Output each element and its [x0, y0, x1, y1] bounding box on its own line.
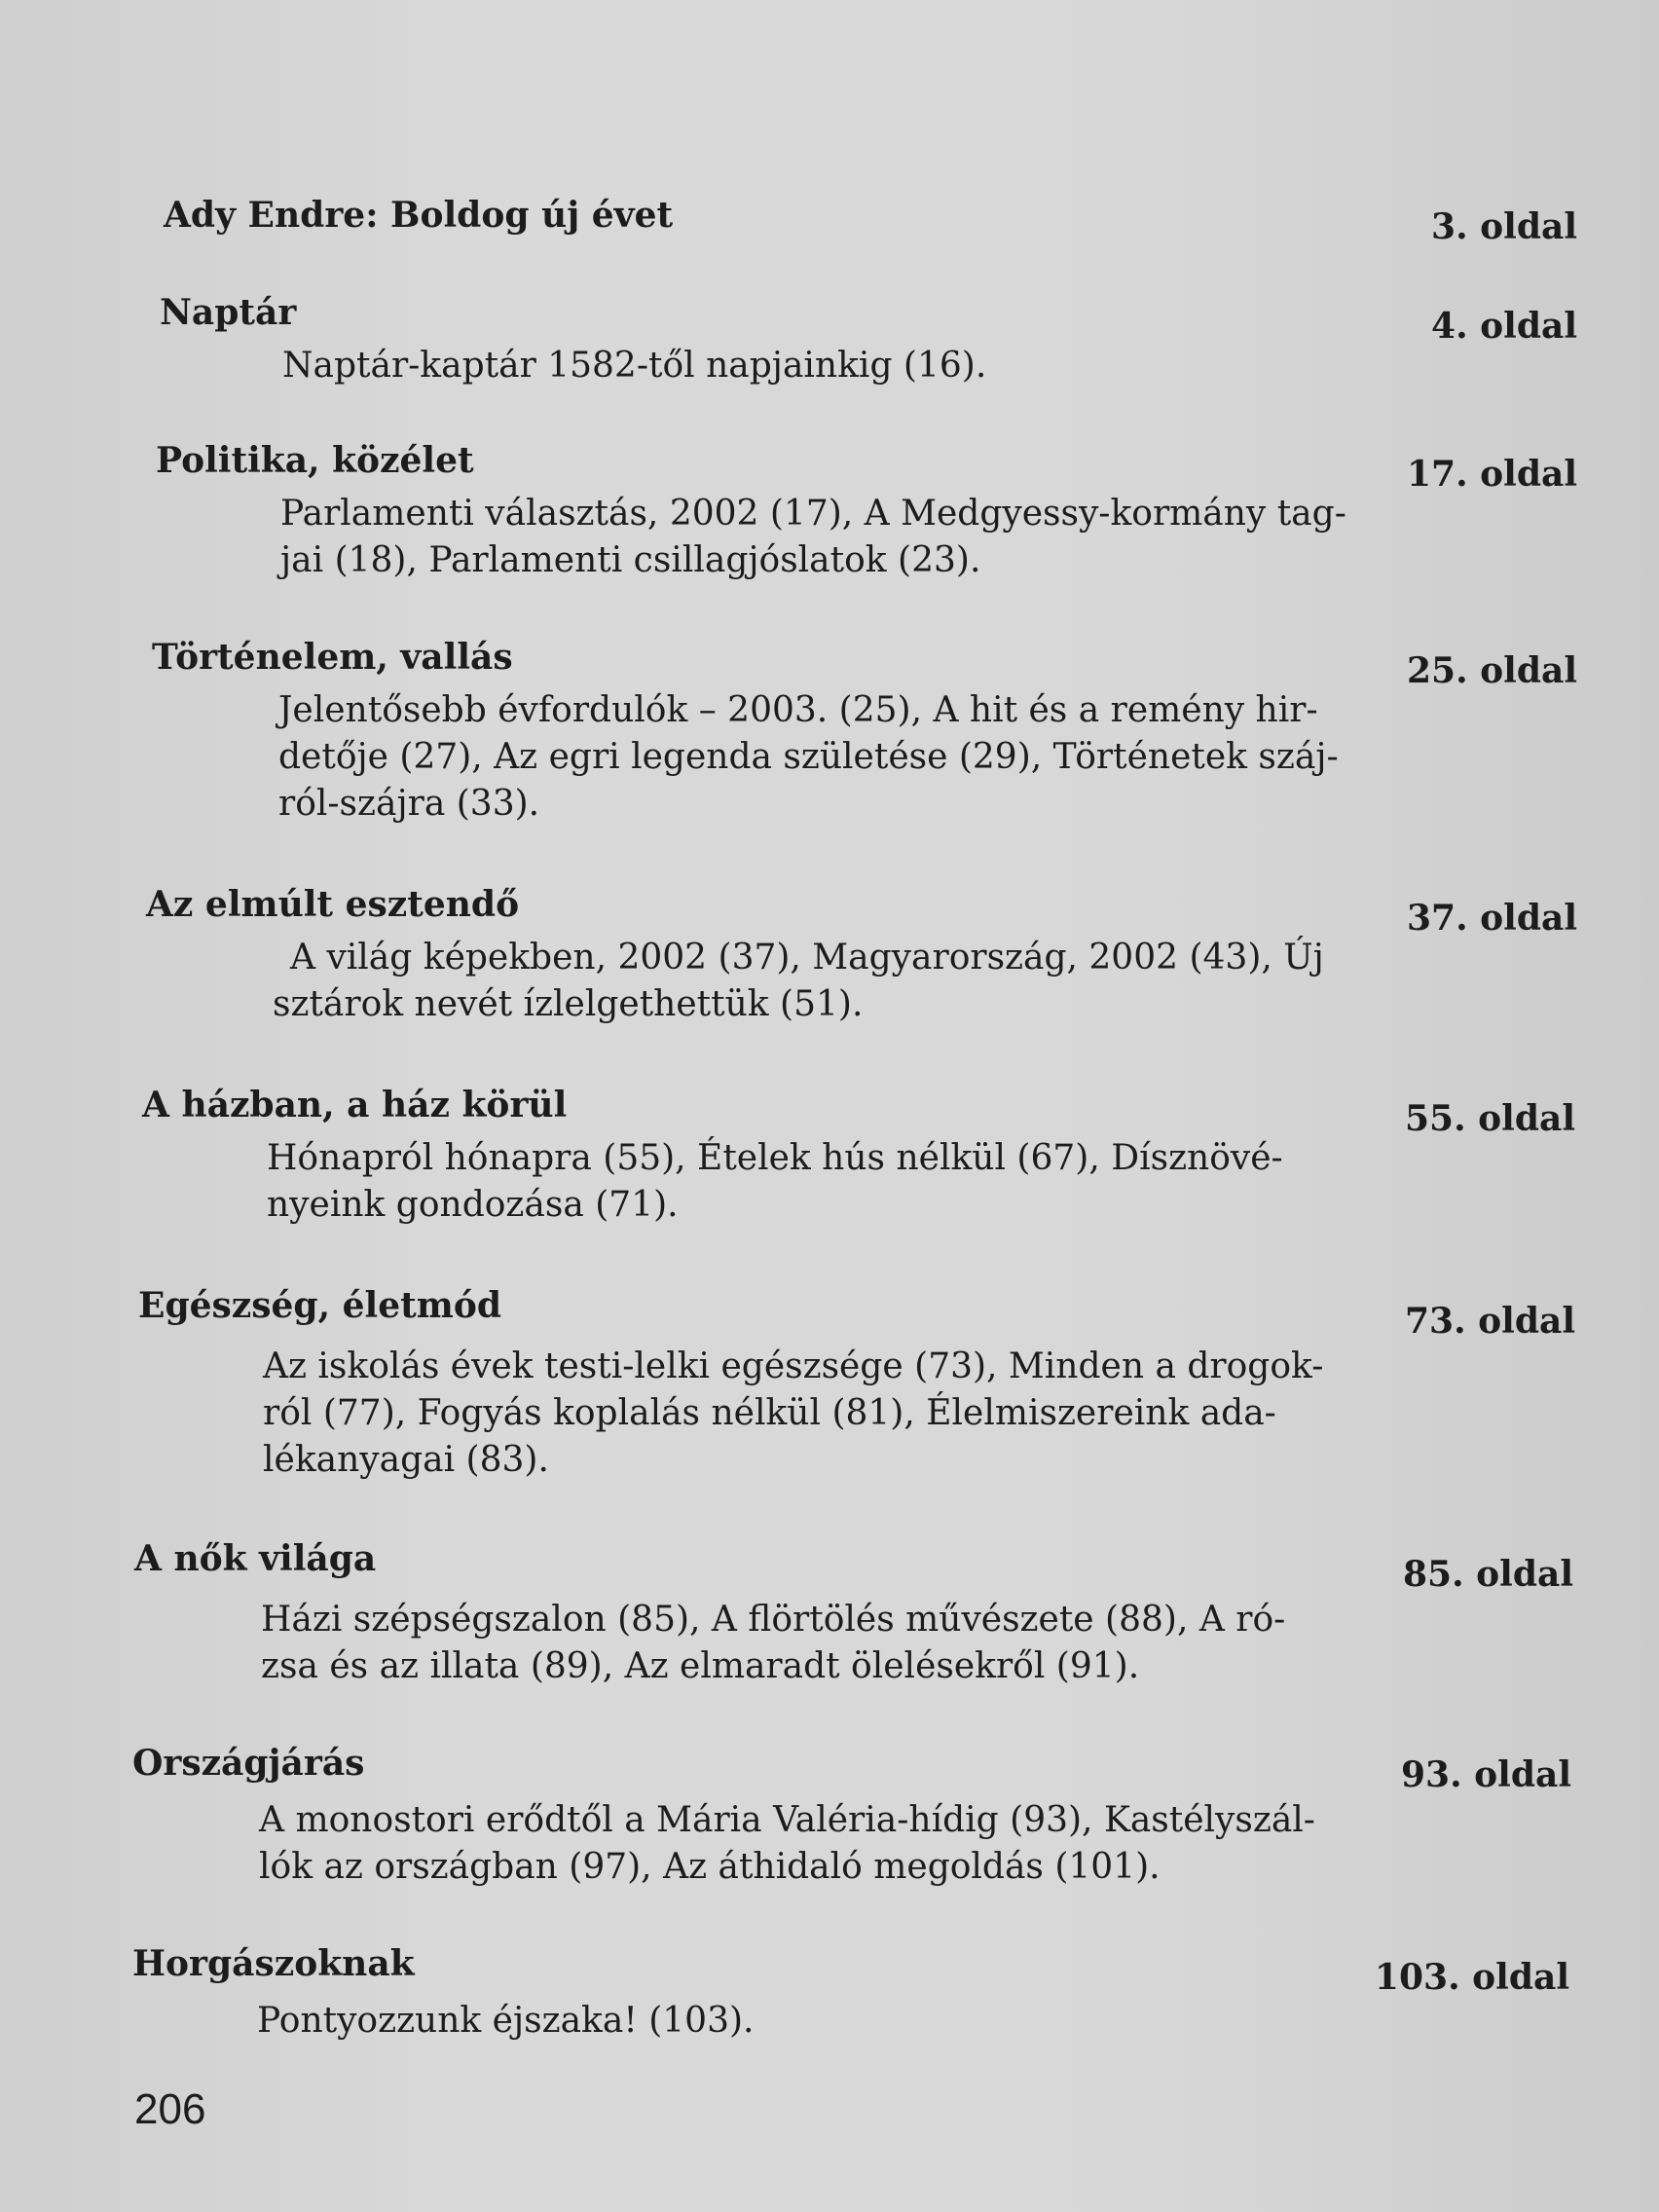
section-description: [278, 687, 1339, 828]
description-line: Hónapról hónapra (55), Ételek hús nélkül (67), Dísznövé-: [267, 1138, 1283, 1178]
description-line: jai (18), Parlamenti csillagjóslatok (23).: [280, 540, 981, 580]
section-description: [259, 1797, 1315, 1891]
description-line: lók az országban (97), Az áthidaló megoldás (101).: [259, 1847, 1161, 1887]
description-line: Naptár-kaptár 1582-től napjainkig (16).: [282, 346, 987, 386]
description-line: Parlamenti választás, 2002 (17), A Medgyessy-kormány tag-: [280, 494, 1346, 534]
page-reference: 55. oldal: [1404, 1098, 1575, 1139]
description-line: ról-szájra (33).: [278, 784, 540, 824]
description-line: Jelentősebb évfordulók – 2003. (25), A hit és a remény hir-: [278, 690, 1318, 730]
description-line: A világ képekben, 2002 (37), Magyarország, 2002 (43), Új: [290, 938, 1324, 977]
page-reference: 103. oldal: [1374, 1957, 1569, 1998]
section-description: [263, 1344, 1324, 1484]
section-title: Országjárás: [132, 1743, 365, 1784]
page-reference: 37. oldal: [1406, 898, 1577, 939]
section-description: [280, 491, 1346, 584]
description-line: Az iskolás évek testi-lelki egészsége (73), Minden a drogok-: [263, 1346, 1324, 1386]
description-line: Pontyozzunk éjszaka! (103).: [257, 2001, 755, 2041]
page-reference: 4. oldal: [1431, 306, 1577, 347]
section-title: Horgászoknak: [132, 1943, 415, 1984]
section-description: [267, 1135, 1283, 1229]
section-title: Ady Endre: Boldog új évet: [164, 195, 674, 236]
page-reference: 73. oldal: [1404, 1301, 1575, 1342]
section-description: [273, 935, 1324, 1028]
page-reference: 3. oldal: [1431, 206, 1577, 247]
section-title: Politika, közélet: [156, 440, 474, 481]
description-line: nyeink gondozása (71).: [267, 1185, 679, 1225]
description-line: zsa és az illata (89), Az elmaradt ölelésekről (91).: [261, 1646, 1140, 1686]
page-number: 206: [134, 2085, 206, 2133]
description-line: Házi szépségszalon (85), A flörtölés művészete (88), A ró-: [261, 1600, 1286, 1640]
description-line: lékanyagai (83).: [263, 1440, 549, 1480]
page-reference: 17. oldal: [1406, 454, 1577, 495]
section-title: Az elmúlt esztendő: [146, 884, 520, 925]
section-title: Történelem, vallás: [152, 637, 513, 678]
section-title: Egészség, életmód: [138, 1285, 502, 1326]
description-line: detője (27), Az egri legenda születése (29), Történetek száj-: [278, 737, 1339, 777]
section-title: A házban, a ház körül: [142, 1085, 568, 1125]
page-reference: 93. oldal: [1400, 1754, 1571, 1795]
description-line: A monostori erődtől a Mária Valéria-hídig (93), Kastélyszál-: [259, 1800, 1315, 1840]
section-title: Naptár: [160, 292, 297, 333]
section-description: [257, 1998, 1270, 2045]
page-reference: 25. oldal: [1406, 650, 1577, 691]
description-line: ról (77), Fogyás koplalás nélkül (81), Élelmiszereink ada-: [263, 1393, 1276, 1433]
section-title: A nők világa: [134, 1538, 377, 1579]
section-description: [261, 1597, 1286, 1690]
description-line: sztárok nevét ízlelgethettük (51).: [273, 984, 864, 1024]
page-reference: 85. oldal: [1402, 1554, 1573, 1595]
section-description: [282, 343, 1295, 389]
